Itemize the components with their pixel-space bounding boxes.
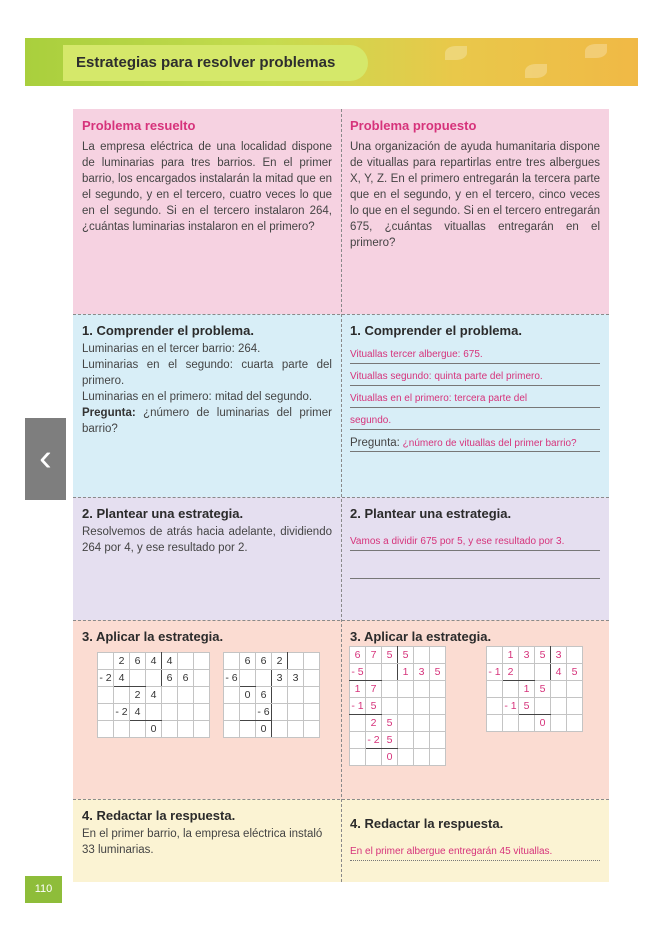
division-digit-cell xyxy=(288,653,304,670)
solved-problem-heading: Problema resuelto xyxy=(82,118,196,133)
division-digit-cell xyxy=(567,647,583,664)
division-digit-cell xyxy=(162,687,178,704)
division-digit-cell: 1 xyxy=(350,681,366,698)
right-step1-title: 1. Comprender el problema. xyxy=(350,323,522,338)
division-digit-cell: 5 xyxy=(430,664,446,681)
division-digit-cell: 2 xyxy=(366,715,382,732)
division-digit-cell: 7 xyxy=(366,647,382,664)
division-digit-cell: 2 xyxy=(503,664,519,681)
division-digit-cell: 0 xyxy=(535,715,551,732)
division-digit-cell xyxy=(288,687,304,704)
left-step2-cell xyxy=(73,497,341,620)
row-divider xyxy=(73,497,609,498)
division-digit-cell xyxy=(304,653,320,670)
division-digit-cell xyxy=(98,721,114,738)
division-digit-cell xyxy=(503,715,519,732)
division-digit-cell xyxy=(350,715,366,732)
division-digit-cell xyxy=(567,715,583,732)
row-divider xyxy=(73,799,609,800)
division-digit-cell: 5 xyxy=(535,681,551,698)
division-table xyxy=(223,652,320,738)
division-digit-cell xyxy=(178,687,194,704)
right-step3-title: 3. Aplicar la estrategia. xyxy=(350,629,492,644)
division-digit-cell xyxy=(304,721,320,738)
division-digit-cell: 6 xyxy=(256,687,272,704)
division-digit-cell: 1 xyxy=(398,664,414,681)
leaf-decoration xyxy=(585,44,607,58)
division-digit-cell xyxy=(551,698,567,715)
division-digit-cell: 1 xyxy=(519,681,535,698)
division-digit-cell: 6 xyxy=(256,653,272,670)
division-digit-cell xyxy=(224,704,240,721)
division-digit-cell xyxy=(98,687,114,704)
division-digit-cell: - 6 xyxy=(224,670,240,687)
division-digit-cell xyxy=(551,681,567,698)
division-digit-cell: 4 xyxy=(551,664,567,681)
division-digit-cell xyxy=(398,749,414,766)
division-digit-cell: - 2 xyxy=(98,670,114,687)
division-digit-cell: - 2 xyxy=(366,732,382,749)
division-digit-cell xyxy=(430,698,446,715)
division-digit-cell: 6 xyxy=(178,670,194,687)
division-digit-cell xyxy=(366,664,382,681)
leaf-decoration xyxy=(445,46,467,60)
division-digit-cell xyxy=(272,704,288,721)
row-divider xyxy=(73,314,609,315)
left-step4-cell xyxy=(73,799,341,882)
division-digit-cell xyxy=(194,653,210,670)
left-step1-title: 1. Comprender el problema. xyxy=(82,323,254,338)
division-digit-cell xyxy=(350,749,366,766)
solved-problem-cell xyxy=(73,109,341,314)
page-title: Estrategias para resolver problemas xyxy=(76,54,336,71)
division-digit-cell: 4 xyxy=(146,687,162,704)
right-step2-title: 2. Plantear una estrategia. xyxy=(350,506,512,521)
left-step1-cell xyxy=(73,314,341,497)
division-digit-cell xyxy=(114,721,130,738)
division-digit-cell xyxy=(430,681,446,698)
division-digit-cell xyxy=(272,687,288,704)
division-digit-cell xyxy=(304,687,320,704)
division-digit-cell: 0 xyxy=(256,721,272,738)
division-digit-cell xyxy=(398,681,414,698)
blank-answer-line xyxy=(350,559,600,579)
division-digit-cell xyxy=(430,647,446,664)
answer-question-line xyxy=(350,432,600,452)
answer-line: Vamos a dividir 675 por 5, y ese resultado por 3. xyxy=(350,531,600,551)
division-digit-cell xyxy=(503,681,519,698)
division-digit-cell xyxy=(567,698,583,715)
left-step1-line: Luminarias en el primero: mitad del segundo. xyxy=(82,391,313,403)
left-step2-title: 2. Plantear una estrategia. xyxy=(82,506,244,521)
division-digit-cell xyxy=(178,653,194,670)
division-digit-cell: - 6 xyxy=(256,704,272,721)
proposed-problem-heading: Problema propuesto xyxy=(350,118,477,133)
division-digit-cell xyxy=(194,704,210,721)
division-digit-cell xyxy=(288,704,304,721)
division-digit-cell xyxy=(272,721,288,738)
division-digit-cell xyxy=(256,670,272,687)
division-digit-cell xyxy=(304,670,320,687)
division-digit-cell: 5 xyxy=(382,715,398,732)
division-digit-cell: 3 xyxy=(414,664,430,681)
answer-line: segundo. xyxy=(350,410,600,430)
division-digit-cell xyxy=(519,664,535,681)
division-table xyxy=(97,652,210,738)
division-digit-cell xyxy=(487,698,503,715)
division-digit-cell xyxy=(162,721,178,738)
division-digit-cell: 5 xyxy=(382,732,398,749)
division-digit-cell xyxy=(382,681,398,698)
left-step1-question xyxy=(82,405,332,437)
division-digit-cell: 0 xyxy=(240,687,256,704)
question-label: Pregunta: xyxy=(350,437,400,449)
division-digit-cell xyxy=(130,670,146,687)
division-digit-cell xyxy=(194,721,210,738)
row-divider xyxy=(73,620,609,621)
proposed-problem-cell xyxy=(341,109,609,314)
division-digit-cell xyxy=(551,715,567,732)
division-digit-cell xyxy=(430,732,446,749)
division-digit-cell xyxy=(240,670,256,687)
division-digit-cell: 7 xyxy=(366,681,382,698)
division-digit-cell xyxy=(382,698,398,715)
left-step3-cell xyxy=(73,620,341,799)
division-digit-cell xyxy=(194,687,210,704)
left-step4-text: En el primer barrio, la empresa eléctrica instaló 33 luminarias. xyxy=(82,828,323,856)
division-digit-cell xyxy=(398,715,414,732)
left-step3-title: 3. Aplicar la estrategia. xyxy=(82,629,224,644)
division-digit-cell: 5 xyxy=(366,698,382,715)
answer-line: Vituallas segundo: quinta parte del primero. xyxy=(350,366,600,386)
division-digit-cell xyxy=(224,721,240,738)
division-digit-cell xyxy=(398,732,414,749)
answer-line: En el primer albergue entregarán 45 vituallas. xyxy=(350,841,600,861)
right-step2-cell xyxy=(341,497,609,620)
division-digit-cell: 4 xyxy=(146,653,162,670)
division-digit-cell: 4 xyxy=(114,670,130,687)
chevron-left-icon[interactable]: ‹ xyxy=(25,418,66,500)
proposed-problem-statement: Una organización de ayuda humanitaria dispone de vituallas para repartirlas entre tres albergues X, Y, Z. En el primero entregarán la tercera parte que en el segundo, y en el tercero, cinco veces lo que en el segundo. Si en el tercero entregarán 675, ¿cuántas vituallas entregarán en el primero? xyxy=(350,141,600,249)
division-digit-cell: 4 xyxy=(130,704,146,721)
division-digit-cell xyxy=(114,687,130,704)
leaf-decoration xyxy=(525,64,547,78)
division-digit-cell: 5 xyxy=(382,647,398,664)
division-digit-cell: - 1 xyxy=(503,698,519,715)
division-digit-cell: 6 xyxy=(240,653,256,670)
division-digit-cell: 5 xyxy=(567,664,583,681)
division-digit-cell: 3 xyxy=(519,647,535,664)
page-number: 110 xyxy=(25,876,62,903)
division-digit-cell xyxy=(146,704,162,721)
division-digit-cell: 0 xyxy=(146,721,162,738)
division-digit-cell xyxy=(414,681,430,698)
question-text: ¿número de luminarias del primer barrio? xyxy=(82,407,332,435)
right-step1-cell xyxy=(341,314,609,497)
strategy-grid xyxy=(73,109,609,882)
division-digit-cell xyxy=(304,704,320,721)
left-step4-title: 4. Redactar la respuesta. xyxy=(82,808,236,823)
division-digit-cell: 2 xyxy=(114,653,130,670)
division-digit-cell xyxy=(487,715,503,732)
division-digit-cell xyxy=(240,704,256,721)
division-digit-cell xyxy=(519,715,535,732)
division-digit-cell xyxy=(430,749,446,766)
division-digit-cell: 3 xyxy=(288,670,304,687)
division-digit-cell xyxy=(178,704,194,721)
division-digit-cell xyxy=(288,721,304,738)
division-digit-cell: 3 xyxy=(272,670,288,687)
division-digit-cell: - 5 xyxy=(350,664,366,681)
answer-line: Vituallas tercer albergue: 675. xyxy=(350,344,600,364)
division-digit-cell xyxy=(224,653,240,670)
left-step2-text: Resolvemos de atrás hacia adelante, dividiendo 264 por 4, y ese resultado por 2. xyxy=(82,526,332,554)
division-digit-cell xyxy=(162,704,178,721)
division-digit-cell xyxy=(414,749,430,766)
division-digit-cell: 6 xyxy=(130,653,146,670)
division-digit-cell: 0 xyxy=(382,749,398,766)
division-table xyxy=(349,646,446,766)
division-digit-cell xyxy=(350,732,366,749)
division-digit-cell xyxy=(398,698,414,715)
division-digit-cell: 5 xyxy=(398,647,414,664)
right-step4-cell xyxy=(341,799,609,882)
division-digit-cell xyxy=(414,698,430,715)
division-digit-cell xyxy=(414,715,430,732)
division-digit-cell: 2 xyxy=(272,653,288,670)
division-digit-cell: 5 xyxy=(519,698,535,715)
left-step1-line: Luminarias en el segundo: cuarta parte del primero. xyxy=(82,359,332,387)
division-digit-cell xyxy=(535,664,551,681)
division-digit-cell: 6 xyxy=(350,647,366,664)
division-digit-cell: 4 xyxy=(162,653,178,670)
division-digit-cell xyxy=(535,698,551,715)
left-step1-line: Luminarias en el tercer barrio: 264. xyxy=(82,343,261,355)
division-digit-cell: - 1 xyxy=(487,664,503,681)
division-digit-cell xyxy=(178,721,194,738)
division-digit-cell: 5 xyxy=(535,647,551,664)
column-divider xyxy=(341,109,342,882)
division-digit-cell xyxy=(224,687,240,704)
division-digit-cell xyxy=(240,721,256,738)
division-table xyxy=(486,646,583,732)
right-step4-title: 4. Redactar la respuesta. xyxy=(350,816,504,831)
division-digit-cell xyxy=(194,670,210,687)
division-digit-cell: 1 xyxy=(503,647,519,664)
division-digit-cell xyxy=(487,681,503,698)
question-text: ¿número de vituallas del primer barrio? xyxy=(402,438,577,449)
question-label: Pregunta: xyxy=(82,407,136,419)
solved-problem-statement: La empresa eléctrica de una localidad dispone de luminarias para tres barrios. En el primer barrio, los encargados instalarán la mitad que en el segundo, y en el tercero, cuatro veces lo que en el segundo. Si en el tercero instalaron 264, ¿cuántas luminarias instalaron en el primero? xyxy=(82,141,332,233)
division-digit-cell xyxy=(366,749,382,766)
division-digit-cell xyxy=(382,664,398,681)
division-digit-cell xyxy=(430,715,446,732)
division-digit-cell: - 1 xyxy=(350,698,366,715)
division-digit-cell: 2 xyxy=(130,687,146,704)
division-digit-cell xyxy=(130,721,146,738)
division-digit-cell xyxy=(98,704,114,721)
division-digit-cell: 3 xyxy=(551,647,567,664)
division-digit-cell xyxy=(414,647,430,664)
right-step3-cell xyxy=(341,620,609,799)
division-digit-cell: 6 xyxy=(162,670,178,687)
division-digit-cell: - 2 xyxy=(114,704,130,721)
division-digit-cell xyxy=(98,653,114,670)
division-digit-cell xyxy=(487,647,503,664)
division-digit-cell xyxy=(414,732,430,749)
answer-line: Vituallas en el primero: tercera parte del xyxy=(350,388,600,408)
division-digit-cell xyxy=(567,681,583,698)
division-digit-cell xyxy=(146,670,162,687)
